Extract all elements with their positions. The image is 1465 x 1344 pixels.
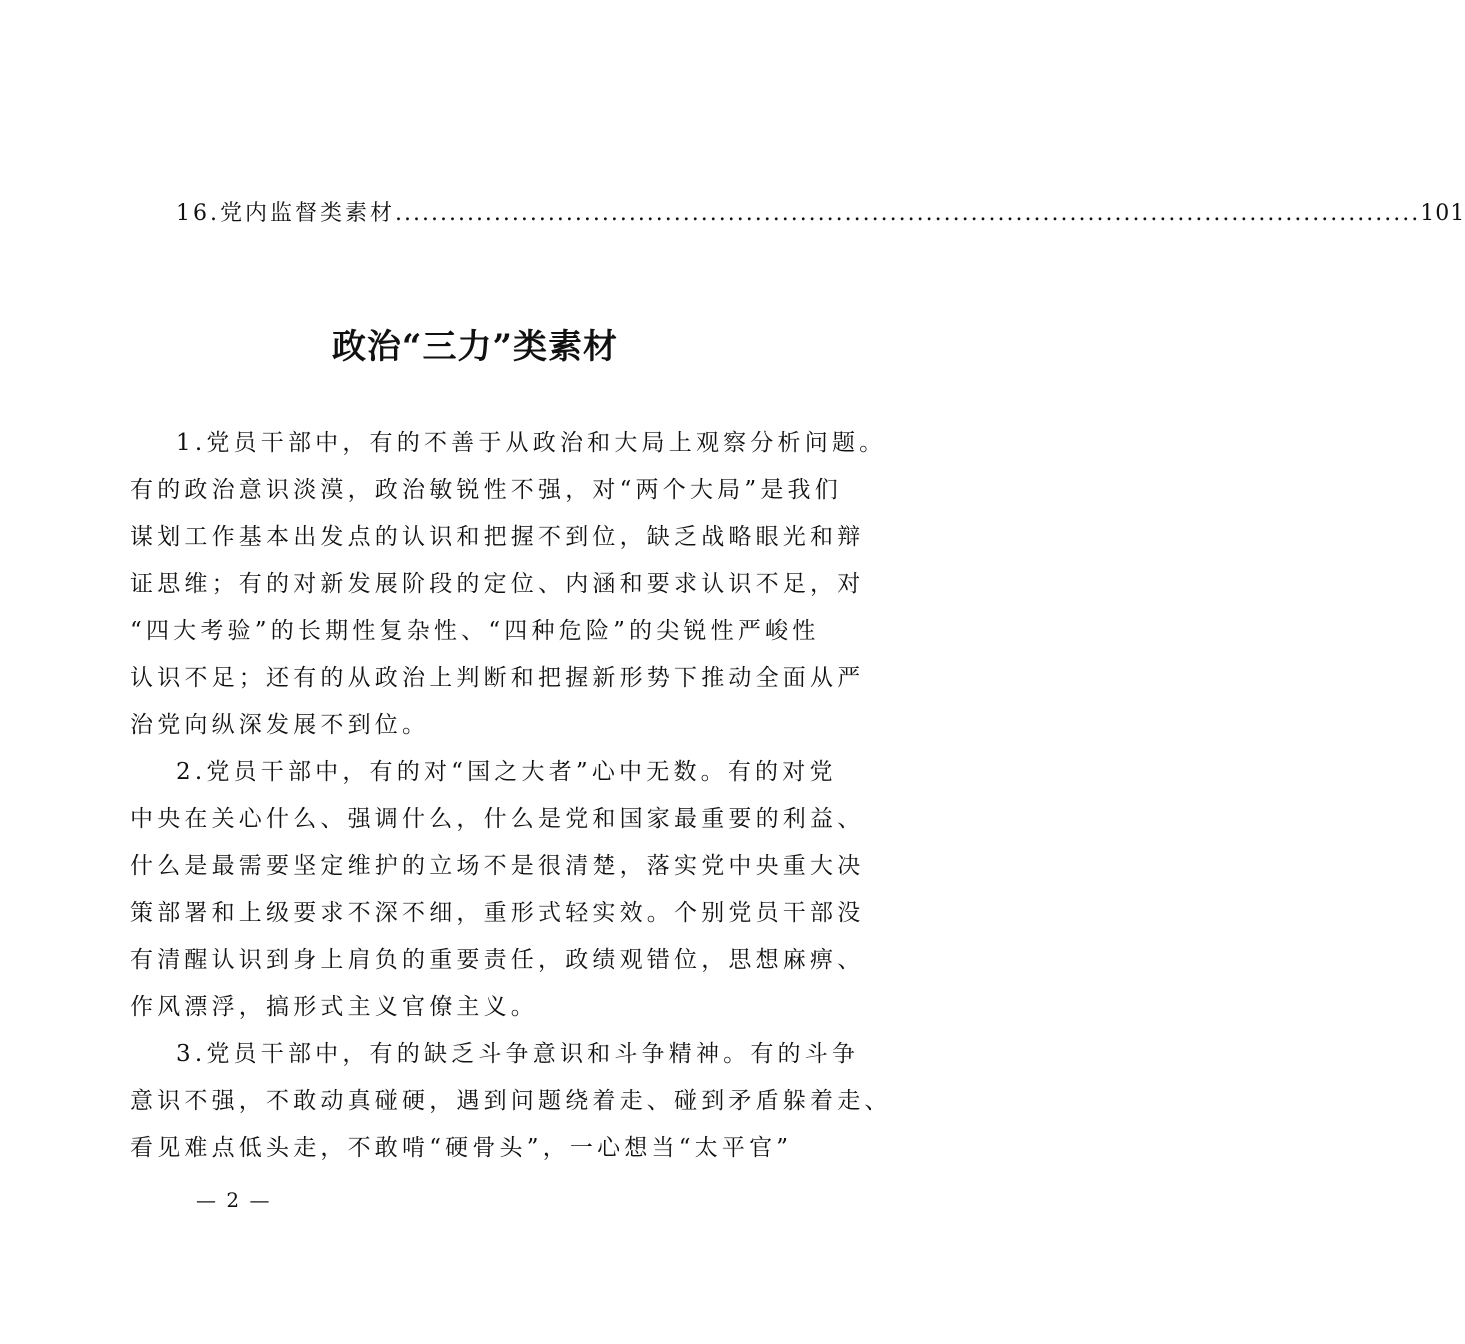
paragraph-line: 有的政治意识淡漠，政治敏锐性不强，对“两个大局”是我们 — [130, 477, 842, 503]
toc-dot-leader: .................................................................................................................. — [395, 201, 1421, 226]
paragraph-line: 看见难点低头走，不敢啃“硬骨头”，一心想当“太平官” — [130, 1135, 793, 1161]
body-text — [130, 420, 892, 1172]
paragraph-line: 证思维；有的对新发展阶段的定位、内涵和要求认识不足，对 — [130, 571, 865, 597]
paragraph-line: 什么是最需要坚定维护的立场不是很清楚，落实党中央重大决 — [130, 853, 865, 879]
paragraph-line: 有清醒认识到身上肩负的重要责任，政绩观错位，思想麻痹、 — [130, 947, 865, 973]
toc-entry[interactable] — [176, 196, 1465, 230]
toc-page-number: 101 — [1420, 201, 1465, 226]
toc-entry-title: 16.党内监督类素材 — [176, 201, 395, 226]
paragraph-line: 认识不足；还有的从政治上判断和把握新形势下推动全面从严 — [130, 665, 865, 691]
paragraph-line: 策部署和上级要求不深不细，重形式轻实效。个别党员干部没 — [130, 900, 865, 926]
paragraph-line: 意识不强，不敢动真碰硬，遇到问题绕着走、碰到矛盾躲着走、 — [130, 1088, 892, 1114]
paragraph-line: 谋划工作基本出发点的认识和把握不到位，缺乏战略眼光和辩 — [130, 524, 865, 550]
paragraph-line: 作风漂浮，搞形式主义官僚主义。 — [130, 994, 538, 1020]
paragraph-line: 中央在关心什么、强调什么，什么是党和国家最重要的利益、 — [130, 806, 865, 832]
paragraph-line: 2.党员干部中，有的对“国之大者”心中无数。有的对党 — [176, 759, 837, 785]
paragraph-line: 治党向纵深发展不到位。 — [130, 712, 430, 738]
paragraph-line: 3.党员干部中，有的缺乏斗争意识和斗争精神。有的斗争 — [176, 1041, 860, 1067]
paragraph-line: “四大考验”的长期性复杂性、“四种危险”的尖锐性严峻性 — [130, 618, 820, 644]
paragraph-line: 1.党员干部中，有的不善于从政治和大局上观察分析问题。 — [176, 430, 887, 456]
page-number: — 2 — — [196, 1188, 272, 1212]
section-title: 政治“三力”类素材 — [331, 327, 619, 367]
